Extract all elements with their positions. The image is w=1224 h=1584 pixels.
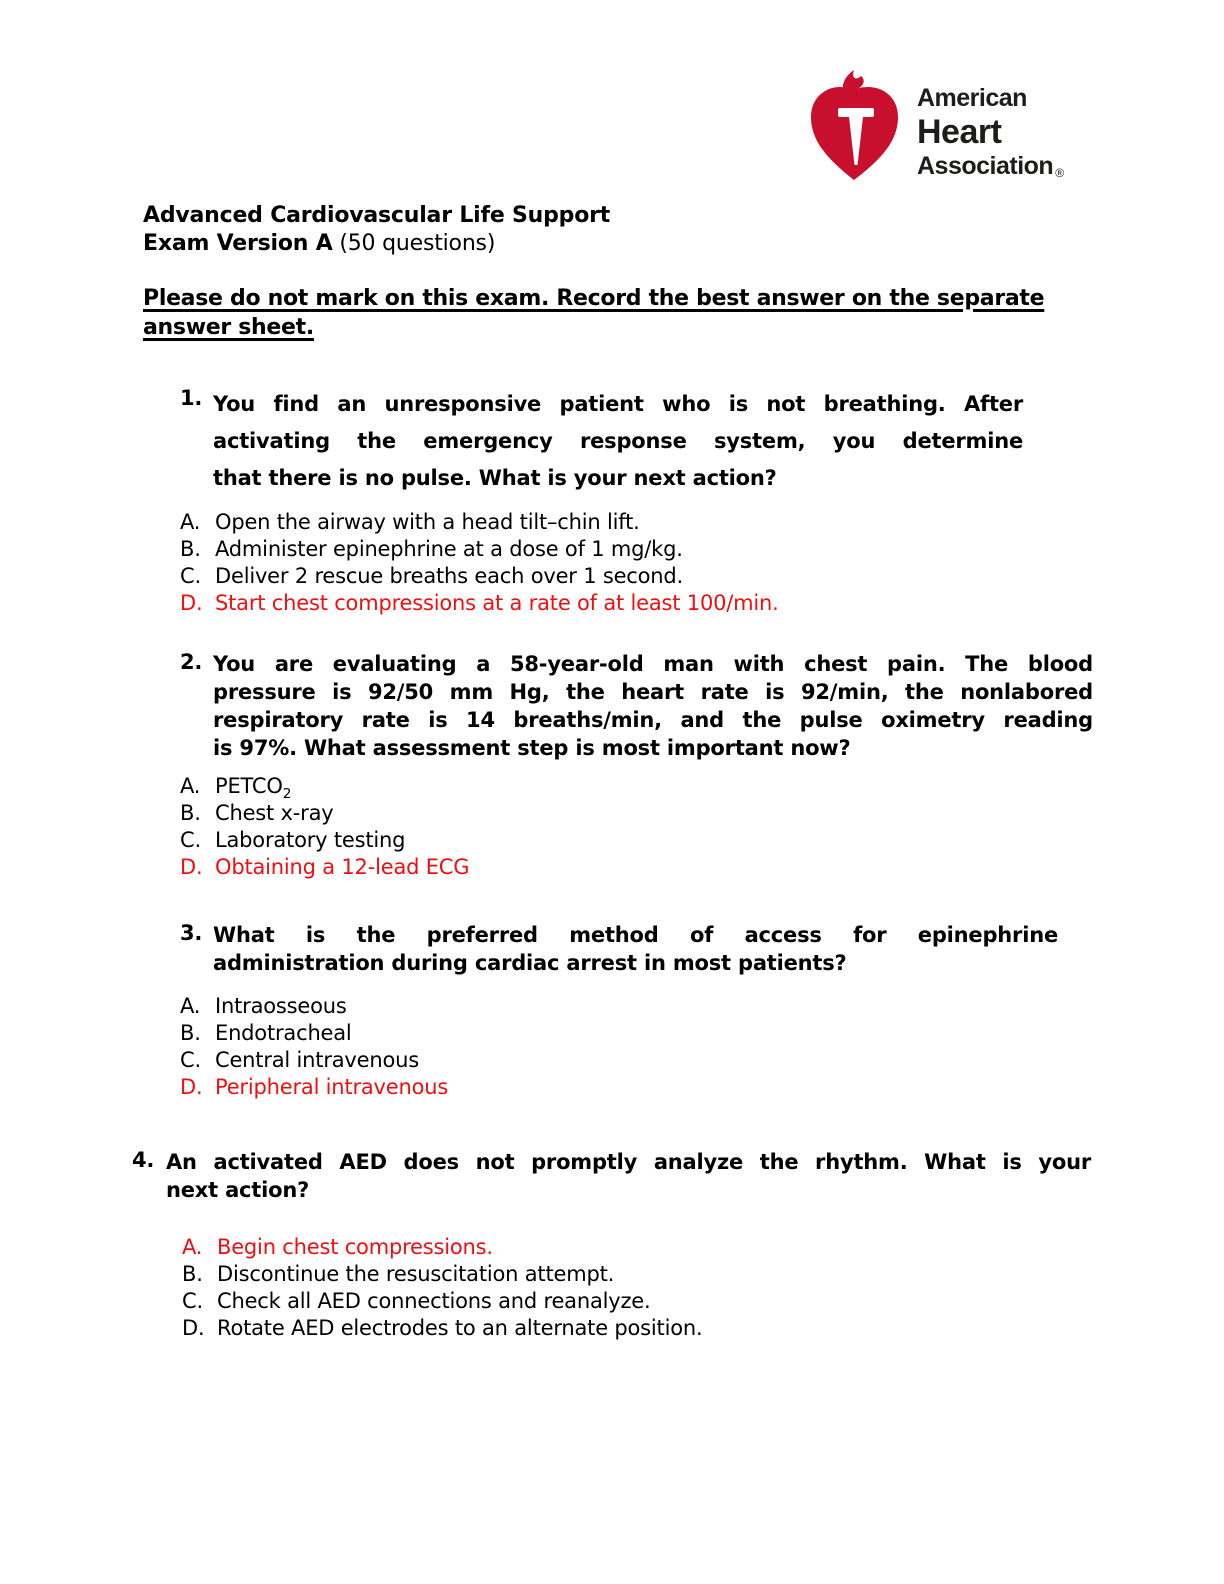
- question-2-option-d: D. Obtaining a 12-lead ECG: [180, 855, 470, 879]
- question-4-option-a: A. Begin chest compressions.: [182, 1235, 493, 1259]
- question-3-option-b: B. Endotracheal: [180, 1021, 352, 1045]
- question-4-option-d: D. Rotate AED electrodes to an alternate position.: [182, 1316, 703, 1340]
- logo-word-association: Association ®: [917, 152, 1065, 180]
- question-4-options: [182, 1234, 1224, 1342]
- question-3: [180, 921, 1224, 977]
- question-4-option-c: C. Check all AED connections and reanalyze.: [182, 1289, 651, 1313]
- aha-logo-wordmark: [917, 84, 1065, 180]
- question-1-options: [180, 509, 1224, 617]
- question-3-number: 3.: [180, 921, 203, 945]
- logo-word-heart: Heart: [917, 113, 1002, 151]
- question-1-option-b: B. Administer epinephrine at a dose of 1 mg/kg.: [180, 537, 683, 561]
- document-title: [143, 202, 1224, 258]
- aha-logo: [806, 68, 1065, 185]
- question-4-text: An activated AED does not promptly analyze the rhythm. What is your next action?: [166, 1150, 1091, 1202]
- question-2-option-a: A. $PETCO_2$: [180, 774, 292, 803]
- question-3-option-d: D. Peripheral intravenous: [180, 1075, 449, 1099]
- question-3-option-c: C. Central intravenous: [180, 1048, 419, 1072]
- heart-with-torch-icon: [806, 68, 903, 185]
- notice-line-2: answer sheet.: [143, 315, 314, 340]
- question-1-option-d: D. Start chest compressions at a rate of at least 100/min.: [180, 591, 779, 615]
- question-3-option-a: A. Intraosseous: [180, 994, 347, 1018]
- question-1-option-a: A. Open the airway with a head tilt–chin lift.: [180, 510, 640, 534]
- notice-line-1: Please do not mark on this exam. Record the best answer on the separate: [143, 286, 1045, 311]
- question-2-number: 2.: [180, 650, 203, 674]
- exam-version-label: Exam Version A: [143, 231, 333, 256]
- exam-notice: [143, 284, 1224, 342]
- question-count-label: (50 questions): [332, 231, 496, 256]
- question-2-option-c: C. Laboratory testing: [180, 828, 406, 852]
- question-1: [180, 386, 1224, 497]
- logo-word-american: American: [917, 84, 1027, 112]
- question-2-option-b: B. Chest x-ray: [180, 801, 334, 825]
- question-1-text: You find an unresponsive patient who is not breathing. After activating the emergency response system, you determine that there is no pulse. What is your next action?: [213, 392, 1023, 490]
- question-4-number: 4.: [132, 1148, 155, 1172]
- title-line-2: [143, 230, 1224, 258]
- question-3-options: [180, 993, 1224, 1101]
- question-1-option-c: C. Deliver 2 rescue breaths each over 1 second.: [180, 564, 684, 588]
- question-2-options: [180, 773, 1224, 881]
- question-2: [180, 650, 1224, 762]
- registered-trademark-icon: ®: [1055, 166, 1065, 180]
- question-1-number: 1.: [180, 386, 203, 410]
- question-4: [132, 1148, 1224, 1204]
- question-4-option-b: B. Discontinue the resuscitation attempt.: [182, 1262, 615, 1286]
- question-2-text: You are evaluating a 58-year-old man with chest pain. The blood pressure is 92/50 mm Hg, the heart rate is 92/min, the nonlabored respiratory rate is 14 breaths/min, and the pulse oximetry reading is 97%. What assessment step is most important now?: [213, 652, 1093, 760]
- title-line-1: Advanced Cardiovascular Life Support: [143, 203, 611, 228]
- question-3-text: What is the preferred method of access for epinephrine administration during cardiac arrest in most patients?: [213, 923, 1058, 975]
- subscript-2: 2: [282, 786, 292, 803]
